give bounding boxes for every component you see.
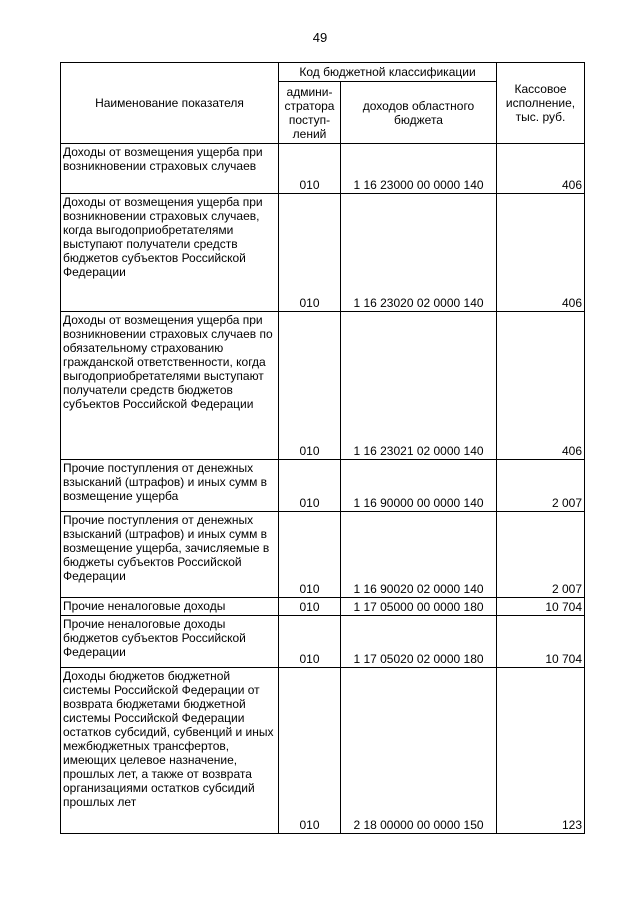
row-revenue-code: 1 17 05020 02 0000 180 (341, 616, 497, 668)
table-row (61, 512, 585, 598)
table-row (61, 668, 585, 834)
row-name: Доходы от возмещения ущерба при возникновении страховых случаев по обязательному страхованию гражданской ответственности, когда выгодоприобретателями выступают получатели средств бюджетов субъектов Российской Федерации (61, 312, 279, 460)
row-admin-code: 010 (279, 598, 341, 616)
row-amount: 406 (497, 144, 585, 194)
page-number: 49 (312, 30, 328, 45)
row-revenue-code: 1 16 23021 02 0000 140 (341, 312, 497, 460)
table-header (61, 63, 585, 144)
row-admin-code: 010 (279, 616, 341, 668)
row-amount: 406 (497, 194, 585, 312)
row-admin-code: 010 (279, 144, 341, 194)
row-name: Прочие поступления от денежных взысканий (штрафов) и иных сумм в возмещение ущерба, зачисляемые в бюджеты субъектов Российской Федерации (61, 512, 279, 598)
row-admin-code: 010 (279, 194, 341, 312)
row-revenue-code: 1 16 23020 02 0000 140 (341, 194, 497, 312)
row-admin-code: 010 (279, 460, 341, 512)
row-revenue-code: 1 16 23000 00 0000 140 (341, 144, 497, 194)
table-row (61, 598, 585, 616)
row-amount: 2 007 (497, 512, 585, 598)
row-revenue-code: 1 17 05000 00 0000 180 (341, 598, 497, 616)
table-row (61, 312, 585, 460)
header-classification-code: Код бюджетной классификации (279, 63, 497, 82)
table-row (61, 194, 585, 312)
row-amount: 2 007 (497, 460, 585, 512)
row-name: Доходы бюджетов бюджетной системы Российской Федерации от возврата бюджетами бюджетной системы Российской Федерации остатков субсидий, субвенций и иных межбюджетных трансфертов, имеющих целевое назначение, прошлых лет, а также от возврата организациями остатков субсидий прошлых лет (61, 668, 279, 834)
row-name: Прочие поступления от денежных взысканий (штрафов) и иных сумм в возмещение ущерба (61, 460, 279, 512)
header-indicator-name: Наименование показателя (61, 63, 279, 144)
row-amount: 123 (497, 668, 585, 834)
header-regional-revenue: доходов областного бюджета (341, 82, 497, 144)
row-amount: 406 (497, 312, 585, 460)
row-amount: 10 704 (497, 616, 585, 668)
table-row (61, 616, 585, 668)
row-revenue-code: 1 16 90000 00 0000 140 (341, 460, 497, 512)
row-revenue-code: 2 18 00000 00 0000 150 (341, 668, 497, 834)
header-administrator: админи-стратора поступ-лений (279, 82, 341, 144)
row-name: Доходы от возмещения ущерба при возникновении страховых случаев, когда выгодоприобретателями выступают получатели средств бюджетов субъектов Российской Федерации (61, 194, 279, 312)
table-row (61, 460, 585, 512)
row-admin-code: 010 (279, 512, 341, 598)
row-admin-code: 010 (279, 668, 341, 834)
row-name: Прочие неналоговые доходы бюджетов субъектов Российской Федерации (61, 616, 279, 668)
row-admin-code: 010 (279, 312, 341, 460)
row-amount: 10 704 (497, 598, 585, 616)
header-cash-execution: Кассовое исполнение, тыс. руб. (497, 63, 585, 144)
row-revenue-code: 1 16 90020 02 0000 140 (341, 512, 497, 598)
revenue-table (60, 62, 585, 834)
table-row (61, 144, 585, 194)
row-name: Доходы от возмещения ущерба при возникновении страховых случаев (61, 144, 279, 194)
row-name: Прочие неналоговые доходы (61, 598, 279, 616)
